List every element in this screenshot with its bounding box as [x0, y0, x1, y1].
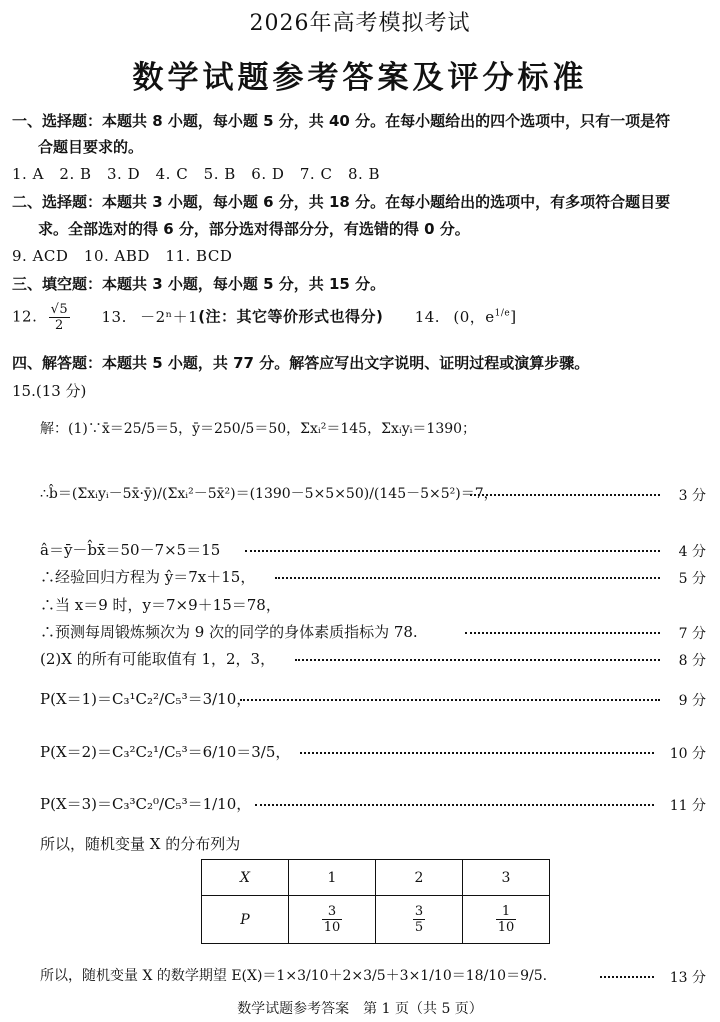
table-cell: $\frac{3}{5}$: [376, 896, 463, 944]
table-cell: $\frac{3}{10}$: [289, 896, 376, 944]
score-leader: [470, 494, 660, 496]
page-title: 数学试题参考答案及评分标准: [132, 60, 588, 96]
section1-answers: 1. A 2. B 3. D 4. C 5. B 6. D 7. C 8. B: [12, 165, 381, 183]
section4-heading: 四、解答题：本题共 5 小题，共 77 分。解答应写出文字说明、证明过程或演算步骤。: [12, 354, 590, 372]
solution-line-8: P(X＝1)＝C₃¹C₂²/C₅³＝3/10，: [40, 690, 252, 708]
score-leader: [300, 752, 654, 754]
score-leader: [240, 699, 660, 701]
q14-exponent: 1/e: [494, 308, 511, 319]
solution-line-6: ∴预测每周锻炼频次为 9 次的同学的身体素质指标为 78.: [40, 623, 418, 641]
fill-in-answers: [12, 302, 517, 333]
page-footer: 数学试题参考答案 第 1 页（共 5 页）: [237, 1001, 483, 1017]
table-header-cell: X: [202, 860, 289, 896]
score-marker: 8 分: [678, 653, 706, 669]
q13-note: (注：其它等价形式也得分): [198, 307, 384, 326]
table-header-cell: 2: [376, 860, 463, 896]
score-leader: [295, 659, 660, 661]
solution-line-10: P(X＝3)＝C₃³C₂⁰/C₅³＝1/10，: [40, 795, 252, 813]
score-marker: 3 分: [678, 488, 706, 504]
solution-line-3: â＝ȳ－b̂x̄＝50－7×5＝15: [40, 541, 221, 559]
score-marker: 13 分: [669, 970, 706, 986]
score-leader: [275, 577, 660, 579]
score-leader: [255, 804, 654, 806]
q14-close: ]: [510, 307, 517, 326]
table-header-cell: 1: [289, 860, 376, 896]
solution-line-1: 解：(1)∵x̄＝25/5＝5，ȳ＝250/5＝50，Σxᵢ²＝145，Σxᵢyᵢ＝1390；: [40, 421, 477, 437]
q14-label: 14.: [414, 307, 441, 326]
solution-line-4: ∴经验回归方程为 ŷ＝7x＋15，: [40, 568, 256, 586]
solution-line-9: P(X＝2)＝C₃²C₂¹/C₅³＝6/10＝3/5，: [40, 743, 291, 761]
table-header-cell: 3: [463, 860, 550, 896]
q15-label: 15.(13 分): [12, 382, 87, 400]
score-marker: 10 分: [669, 746, 706, 762]
score-marker: 5 分: [678, 571, 706, 587]
exam-name: 2026年高考模拟考试: [249, 11, 471, 36]
score-marker: 11 分: [669, 798, 706, 814]
solution-line-7: (2)X 的所有可能取值有 1，2，3，: [40, 650, 276, 668]
section1-heading-line1: 一、选择题：本题共 8 小题，每小题 5 分，共 40 分。在每小题给出的四个选项中，只有一项是符: [12, 112, 671, 130]
q13-label: 13.: [101, 307, 127, 326]
q12-label: 12.: [12, 307, 38, 326]
distribution-table: [201, 859, 550, 944]
section2-heading-line1: 二、选择题：本题共 3 小题，每小题 6 分，共 18 分。在每小题给出的选项中，有多项符合题目要: [12, 193, 671, 211]
solution-line-12: 所以，随机变量 X 的数学期望 E(X)＝1×3/10＋2×3/5＋3×1/10＝18/10＝9/5.: [40, 968, 548, 984]
table-row: [202, 860, 550, 896]
section2-answers: 9. ACD 10. ABD 11. BCD: [12, 247, 233, 265]
score-marker: 7 分: [678, 626, 706, 642]
score-marker: 9 分: [678, 693, 706, 709]
score-leader: [465, 632, 660, 634]
score-leader: [600, 976, 654, 978]
solution-line-11: 所以，随机变量 X 的分布列为: [40, 835, 241, 853]
section3-heading: 三、填空题：本题共 3 小题，每小题 5 分，共 15 分。: [12, 275, 386, 293]
table-row: [202, 896, 550, 944]
section1-heading-line2: 合题目要求的。: [38, 138, 144, 156]
table-cell: $\frac{1}{10}$: [463, 896, 550, 944]
score-marker: 4 分: [678, 544, 706, 560]
q14-expression: (0，e: [453, 307, 495, 326]
score-leader: [245, 550, 660, 552]
section2-heading-line2: 求。全部选对的得 6 分，部分选对得部分分，有选错的得 0 分。: [38, 220, 470, 238]
table-cell: P: [202, 896, 289, 944]
q13-expression: －2ⁿ＋1: [140, 307, 199, 326]
q12-fraction: $\frac{√5}{2}$: [50, 302, 69, 333]
solution-line-2: ∴b̂＝(Σxᵢyᵢ－5x̄·ȳ)/(Σxᵢ²－5x̄²)＝(1390－5×5×50)/(145－5×5²)＝7，: [40, 486, 498, 502]
solution-line-5: ∴当 x＝9 时，y＝7×9＋15＝78，: [40, 596, 281, 614]
